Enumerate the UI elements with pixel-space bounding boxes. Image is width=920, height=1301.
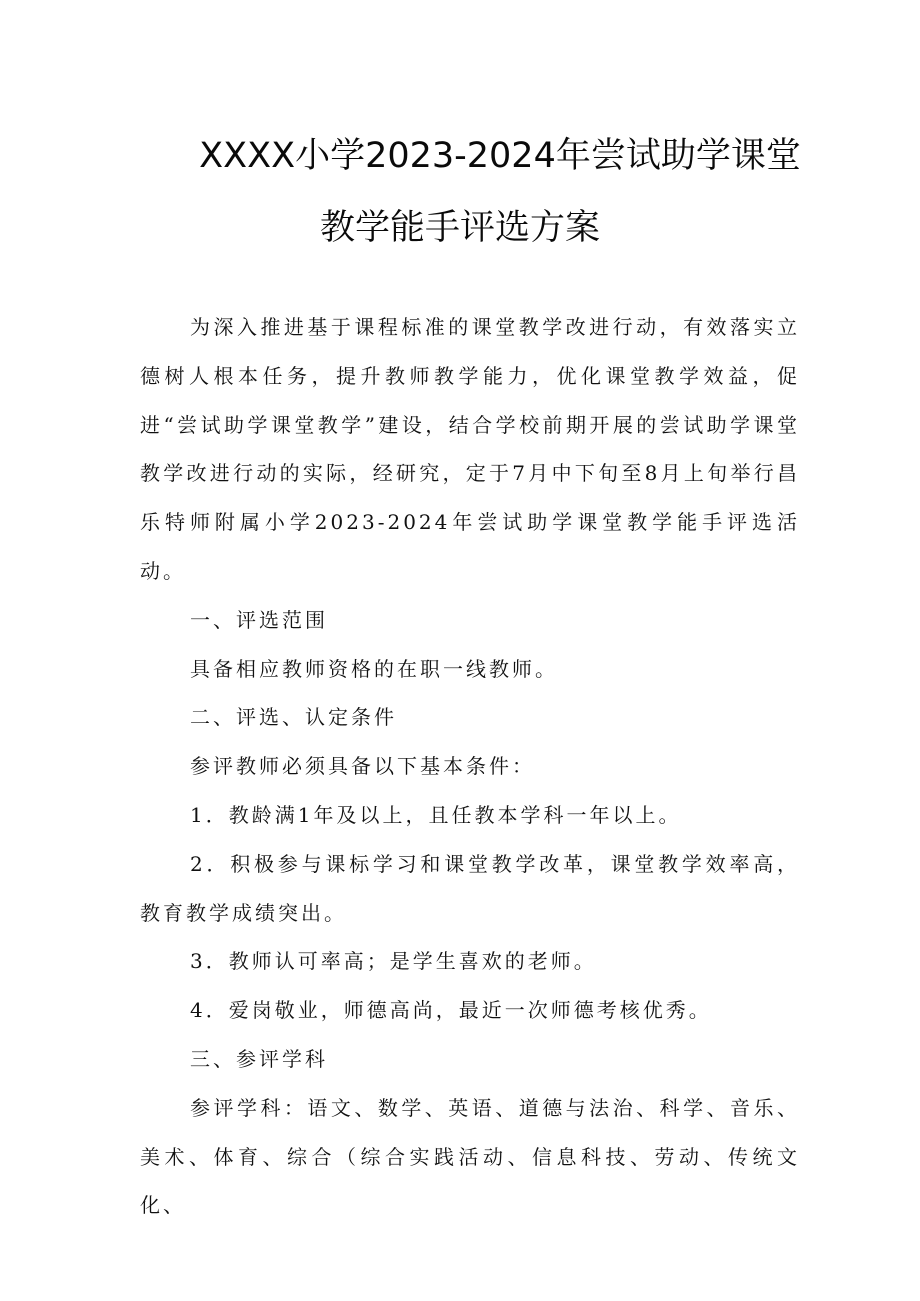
intro-paragraph: 为深入推进基于课程标准的课堂教学改进行动，有效落实立德树人根本任务，提升教师教学能力，优化课堂教学效益，促进“尝试助学课堂教学”建设，结合学校前期开展的尝试助学课堂教学改进行动的实际，经研究，定于7月中下旬至8月上旬举行昌乐特师附属小学2023-2024年尝试助学课堂教学能手评选活动。 bbox=[140, 315, 800, 583]
section-1-text: 具备相应教师资格的在职一线教师。 bbox=[190, 656, 558, 681]
section-2-intro: 参评教师必须具备以下基本条件： bbox=[190, 754, 535, 779]
condition-item: 3．教师认可率高；是学生喜欢的老师。 bbox=[190, 949, 597, 974]
section-2-heading: 二、评选、认定条件 bbox=[190, 705, 397, 730]
section-1-heading: 一、评选范围 bbox=[190, 607, 328, 632]
section-3-text: 参评学科：语文、数学、英语、道德与法治、科学、音乐、美术、体育、综合（综合实践活动、信息科技、劳动、传统文化、 bbox=[140, 1095, 800, 1218]
condition-item: 4．爱岗敬业，师德高尚，最近一次师德考核优秀。 bbox=[190, 998, 712, 1023]
document-body bbox=[140, 303, 800, 1230]
document-title-line-2: 教学能手评选方案 bbox=[319, 208, 600, 248]
condition-item: 1．教龄满1年及以上，且任教本学科一年以上。 bbox=[190, 802, 682, 827]
document-title-line-1: XXXX小学2023-2024年尝试助学课堂 bbox=[199, 136, 801, 176]
section-3-heading: 三、参评学科 bbox=[190, 1046, 328, 1071]
condition-item: 2．积极参与课标学习和课堂教学改革，课堂教学效率高，教育教学成绩突出。 bbox=[140, 851, 800, 925]
